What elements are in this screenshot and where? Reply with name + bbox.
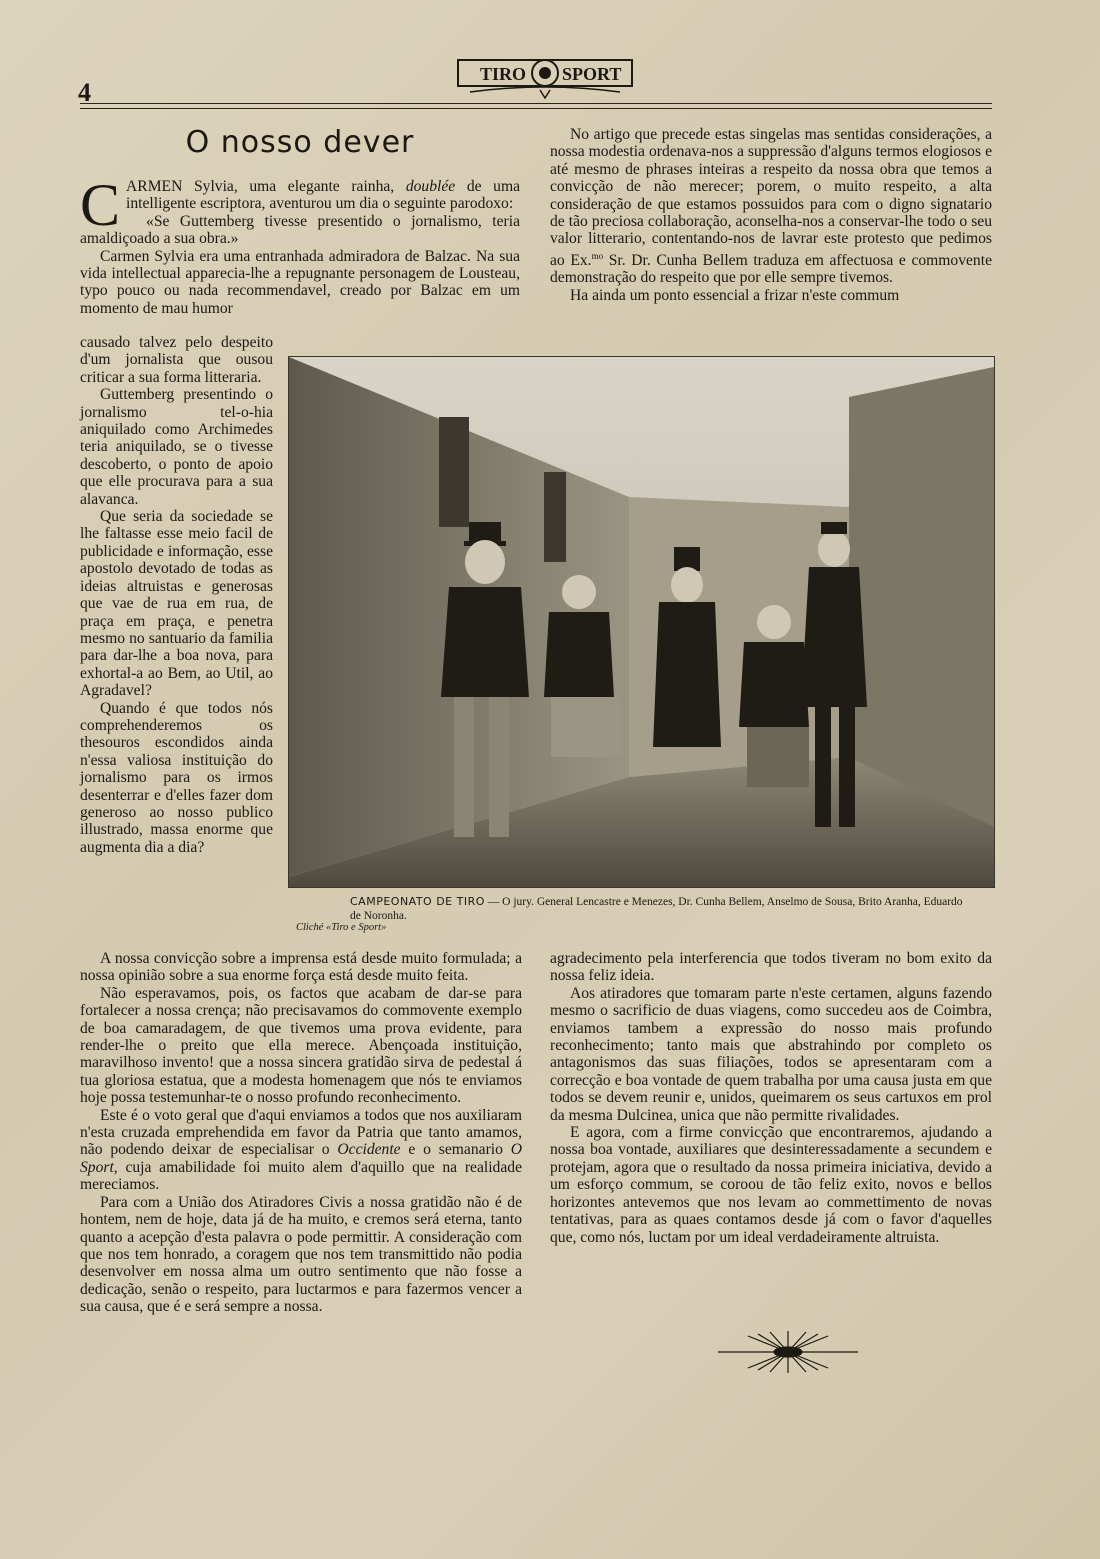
paragraph: agradecimento pela interferencia que todos tiveram no bom exito da nossa feliz ideia. — [550, 950, 992, 985]
paragraph: Carmen Sylvia era uma entranhada admiradora de Balzac. Na sua vida intellectual apparecia-lhe a repugnante personagem de Lousteau, typo pouco ou nada recommendavel, creado por Balzac em um momento de mau humor — [80, 247, 520, 317]
header-rule-thin — [80, 108, 992, 109]
drop-cap: C — [80, 172, 121, 238]
group-photograph — [288, 356, 995, 888]
right-column-top — [550, 126, 992, 304]
paragraph: A nossa convicção sobre a imprensa está desde muito formulada; a nossa opinião sobre a sua enorme força está desde muito feita. — [80, 950, 522, 985]
left-column-top — [80, 172, 520, 317]
page-number: 4 — [78, 78, 91, 107]
left-column-bottom — [80, 950, 522, 1316]
photo-illustration — [289, 357, 994, 887]
svg-text:SPORT: SPORT — [562, 64, 622, 84]
paragraph: E agora, com a firme convicção que encontraremos, ajudando a nossa boa vontade, auxiliares que desinteressadamente a secundem e protejam, agora que o resultado da nossa primeira iniciativa, devido a um esforço commum, se coroou de tão feliz exito, novos e bellos horizontes antevemos que nos levam ao commettimento de novas tentativas, para as quaes contamos desde já com o favor d'aquelles que, como nós, luctam por um ideal verdadeiramente altruista. — [550, 1124, 992, 1246]
paragraph: «Se Guttemberg tivesse presentido o jornalismo, teria amaldiçoado a sua obra.» — [80, 212, 520, 248]
header-rule — [80, 103, 992, 104]
paragraph: Que seria da sociedade se lhe faltasse esse meio facil de publicidade e informação, esse apostolo devotado de todas as ideias altruistas e generosas que vae de rua em rua, de praça em praça, e penetra mesmo no santuario da familia para dar-lhe a boa nova, para exhortal-a ao Bem, ao Util, ao Agradavel? — [80, 508, 273, 700]
paragraph: Guttemberg presentindo o jornalismo tel-o-hia aniquilado como Archimedes teria aniquilado, se o tivesse descoberto, o ponto de apoio que elle procurava para a sua alavanca. — [80, 386, 273, 508]
paragraph: causado talvez pelo despeito d'um jornalista que ousou criticar a sua forma litteraria. — [80, 334, 273, 386]
photo-credit: Cliché «Tiro e Sport» — [296, 922, 387, 933]
caption-heading: CAMPEONATO DE TIRO — [350, 895, 485, 908]
paragraph: Para com a União dos Atiradores Civis a nossa gratidão não é de hontem, nem de hoje, data já de ha muito, e cremos será eterna, tanto quanto a acepção d'esta palavra o pode permittir. A consideração com que nos tem honrado, a coragem que nos tem transmittido não podia desenvolver em nossa alma um outro sentimento que não fosse a dedicação, senão o respeito, para luctarmos e para fazermos vencer a sua causa, que é e será sempre a nossa. — [80, 1193, 522, 1316]
article-title: O nosso dever — [185, 125, 415, 160]
paragraph: Ha ainda um ponto essencial a frizar n'este commum — [570, 286, 900, 304]
paragraph: Aos atiradores que tomaram parte n'este certamen, alguns fazendo mesmo o sacrificio de duas viagens, como succedeu aos de Coimbra, enviamos tambem a expressão do nosso mais profundo reconhecimento; tanto mais que abstrahindo por completo os antagonismos das suas filiações, todos se apresentaram com a correcção e boa vontade de quem trabalha por uma causa justa em que todos se devem reunir e, unidos, queimarem os seus cartuxos em prol da mesma Dulcinea, unica que não permitte rivalidades. — [550, 984, 992, 1124]
paragraph: Quando é que todos nós comprehenderemos os thesouros escondidos ainda n'essa valiosa instituição do jornalismo para os irmos desenterrar e d'elles fazer dom generoso ao nosso publico illustrado, massa enorme que augmenta dia a dia? — [80, 699, 273, 856]
paragraph: No artigo que precede estas singelas mas sentidas considerações, a nossa modestia ordenava-nos a suppressão d'alguns termos elogiosos e até mesmo de phrases inteiras a respeito da nossa obra que temos a convicção de não merecer; porem, o muito respeito, a alta consideração de que estamos possuidos para com o digno signatario de tão preciosa collaboração, aconselha-nos a conservar-lhe todo o seu valor litterario, contentando-nos de lavrar este protesto que pedimos ao Ex.$^{mo}$ Sr. Dr. Cunha Bellem traduza em affectuosa e commovente demonstração do respeito que por elle sempre tivemos. — [550, 126, 992, 287]
opening-paragraph: CARMEN Sylvia, uma elegante rainha, doublée de uma intelligente escriptora, aventurou um dia o seguinte parodoxo: — [80, 172, 520, 238]
masthead-logo — [450, 52, 640, 102]
photo-caption — [350, 895, 970, 923]
right-column-bottom — [550, 950, 992, 1246]
left-column-narrow — [80, 334, 273, 856]
paragraph: Este é o voto geral que d'aqui enviamos a todos que nos auxiliaram n'esta cruzada emprehendida em favor da Patria que tanto amamos, não podendo deixar de especialisar o Occidente e o semanario O Sport, cuja amabilidade foi muito alem d'aquillo que na realidade mereciamos. — [80, 1106, 522, 1194]
end-ornament — [708, 1330, 868, 1374]
caption-text: — O jury. General Lencastre e Menezes, Dr. Cunha Bellem, Anselmo de Sousa, Brito Aranha, Eduardo de Noronha. — [350, 896, 963, 922]
paragraph: Não esperavamos, pois, os factos que acabam de dar-se para fortalecer a nossa crença; não precisavamos do commovente exemplo de boa camaradagem, de que tivemos uma prova evidente, para render-lhe o preito que ella merece. Abençoada instituição, maravilhoso invento! que a nossa sincera gratidão sirva de pedestal á tua gloriosa estatua, que a modesta homenagem que nós te enviamos hoje possa testemunhar-te o nosso profundo reconhecimento. — [80, 984, 522, 1107]
svg-text:TIRO: TIRO — [480, 64, 527, 84]
